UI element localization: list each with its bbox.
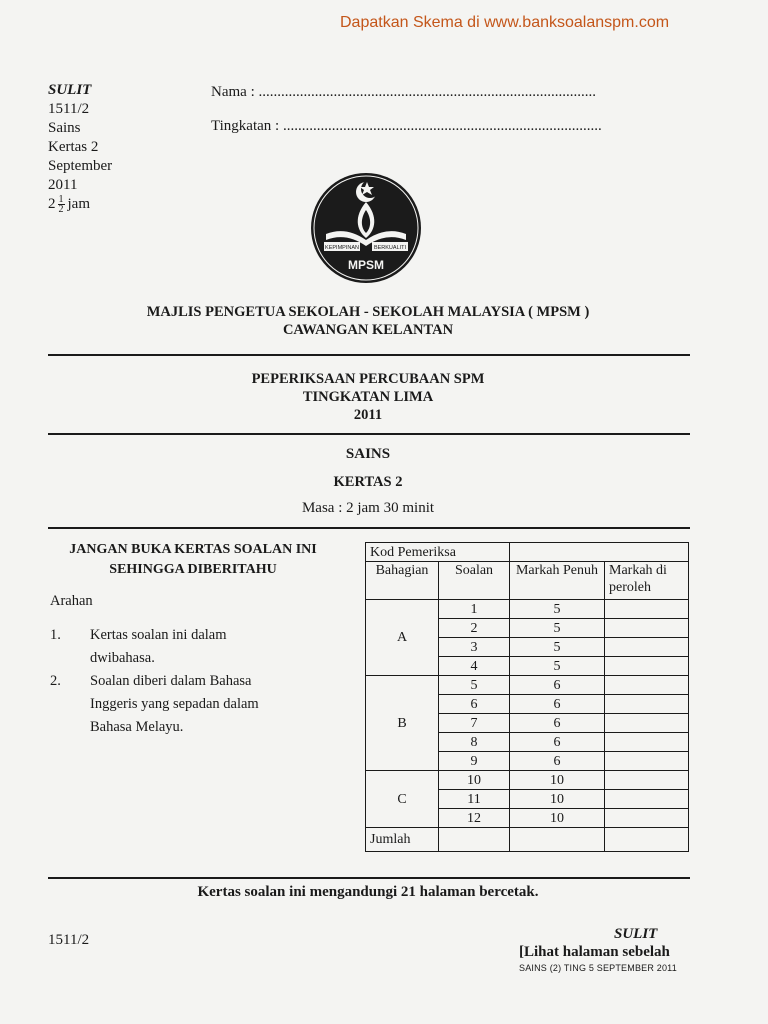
- duration-whole: 2: [48, 196, 56, 212]
- section-c: C: [366, 771, 439, 828]
- soalan-cell: 3: [439, 638, 510, 657]
- divider-3: [48, 527, 690, 529]
- footer-sulit: SULIT: [614, 926, 658, 942]
- score-cell[interactable]: [605, 790, 689, 809]
- instruction-text: Kertas soalan ini dalam dwibahasa.: [90, 627, 227, 666]
- duration: [48, 195, 112, 214]
- soalan-cell: 9: [439, 752, 510, 771]
- soalan-cell: 5: [439, 676, 510, 695]
- divider-1: [48, 354, 690, 356]
- subject-name: Sains: [48, 120, 81, 136]
- score-cell[interactable]: [605, 638, 689, 657]
- duration-unit: jam: [67, 196, 90, 212]
- exam-title: [48, 370, 688, 424]
- organization-title: [48, 303, 688, 339]
- tingkatan-field[interactable]: [211, 118, 602, 135]
- header-bahagian: Bahagian: [366, 562, 439, 600]
- soalan-cell: 6: [439, 695, 510, 714]
- exam-year-title: 2011: [353, 407, 383, 423]
- total-blank: [510, 828, 605, 852]
- duration-fraction: [58, 195, 65, 214]
- score-cell[interactable]: [605, 733, 689, 752]
- instructions-title: Arahan: [50, 593, 93, 609]
- score-cell[interactable]: [605, 657, 689, 676]
- markah-cell: 5: [510, 619, 605, 638]
- header-soalan: Soalan: [439, 562, 510, 600]
- tingkatan-label: Tingkatan :: [211, 118, 280, 134]
- markah-cell: 6: [510, 714, 605, 733]
- markah-cell: 5: [510, 600, 605, 619]
- soalan-cell: 4: [439, 657, 510, 676]
- nama-field[interactable]: [211, 84, 596, 101]
- kertas-title: KERTAS 2: [333, 474, 403, 490]
- organization-line1: MAJLIS PENGETUA SEKOLAH - SEKOLAH MALAYSIA ( MPSM ): [146, 304, 590, 320]
- table-row: [366, 771, 689, 790]
- score-cell[interactable]: [605, 600, 689, 619]
- score-cell[interactable]: [605, 695, 689, 714]
- sulit-label: SULIT: [48, 82, 92, 98]
- total-blank: [439, 828, 510, 852]
- markah-cell: 6: [510, 695, 605, 714]
- score-cell[interactable]: [605, 771, 689, 790]
- total-row: [366, 828, 689, 852]
- score-cell[interactable]: [605, 676, 689, 695]
- section-b: B: [366, 676, 439, 771]
- logo-name: MPSM: [348, 258, 384, 272]
- logo-left-text: KEPIMPINAN: [325, 245, 359, 251]
- divider-2: [48, 433, 690, 435]
- organization-line2: CAWANGAN KELANTAN: [282, 322, 454, 338]
- sains-title: SAINS: [345, 446, 391, 462]
- table-title: Kod Pemeriksa: [366, 543, 510, 562]
- markah-cell: 5: [510, 657, 605, 676]
- tingkatan-dots: .....................................................................................: [282, 118, 602, 134]
- section-a: A: [366, 600, 439, 676]
- markah-cell: 6: [510, 733, 605, 752]
- exam-line1: PEPERIKSAAN PERCUBAAN SPM: [251, 371, 485, 387]
- instruction-num: 2.: [50, 673, 61, 689]
- warning-line2: SEHINGGA DIBERITAHU: [109, 562, 277, 577]
- header-markah-penuh: Markah Penuh: [510, 562, 605, 600]
- divider-4: [48, 877, 690, 879]
- duration-denominator: 2: [58, 204, 64, 216]
- soalan-cell: 12: [439, 809, 510, 828]
- total-score-cell[interactable]: [605, 828, 689, 852]
- paper-code: 1511/2: [48, 101, 90, 117]
- exam-month: September: [48, 158, 113, 174]
- markah-cell: 10: [510, 771, 605, 790]
- pages-note: Kertas soalan ini mengandungi 21 halaman bercetak.: [197, 884, 539, 900]
- website-banner: Dapatkan Skema di www.banksoalanspm.com: [340, 14, 670, 31]
- instruction-num: 1.: [50, 627, 61, 643]
- score-cell[interactable]: [605, 619, 689, 638]
- soalan-cell: 10: [439, 771, 510, 790]
- score-cell[interactable]: [605, 809, 689, 828]
- soalan-cell: 2: [439, 619, 510, 638]
- soalan-cell: 8: [439, 733, 510, 752]
- exam-line2: TINGKATAN LIMA: [302, 389, 434, 405]
- duration-numerator: 1: [58, 194, 64, 206]
- footer-ting: SAINS (2) TING 5 SEPTEMBER 2011: [519, 963, 677, 973]
- paper-meta: [48, 100, 112, 214]
- warning-line1: JANGAN BUKA KERTAS SOALAN INI: [69, 542, 317, 557]
- instruction-item: [50, 670, 300, 740]
- table-title-blank: [510, 543, 689, 562]
- table-row: [366, 600, 689, 619]
- markah-cell: 10: [510, 790, 605, 809]
- soalan-cell: 1: [439, 600, 510, 619]
- markah-cell: 6: [510, 676, 605, 695]
- examiner-table: [365, 542, 689, 852]
- paper-number: Kertas 2: [48, 139, 99, 155]
- time-info: Masa : 2 jam 30 minit: [301, 500, 435, 516]
- instruction-text: Soalan diberi dalam Bahasa Inggeris yang sepadan dalam Bahasa Melayu.: [90, 673, 259, 735]
- markah-cell: 5: [510, 638, 605, 657]
- exam-year: 2011: [48, 177, 78, 193]
- header-markah-diperoleh: Markah di peroleh: [605, 562, 689, 600]
- total-label: Jumlah: [366, 828, 439, 852]
- table-row: [366, 676, 689, 695]
- soalan-cell: 11: [439, 790, 510, 809]
- score-cell[interactable]: [605, 752, 689, 771]
- instruction-item: [50, 624, 300, 670]
- mpsm-logo: [310, 172, 422, 284]
- nama-label: Nama :: [211, 84, 255, 100]
- markah-cell: 10: [510, 809, 605, 828]
- nama-dots: ..........................................................................................: [258, 84, 596, 100]
- next-page-note: [Lihat halaman sebelah: [519, 944, 670, 960]
- footer-code: 1511/2: [48, 932, 90, 948]
- score-cell[interactable]: [605, 714, 689, 733]
- markah-cell: 6: [510, 752, 605, 771]
- warning-text: [48, 540, 338, 580]
- soalan-cell: 7: [439, 714, 510, 733]
- logo-right-text: BERKUALITI: [373, 245, 407, 251]
